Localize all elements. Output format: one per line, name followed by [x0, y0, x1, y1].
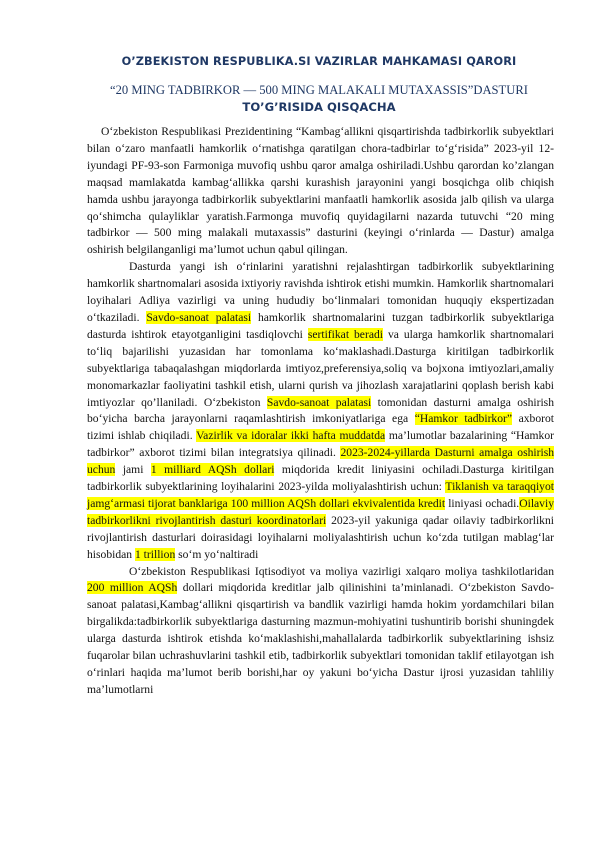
highlighted-text: 2023-2024-yillarda Dasturni amalga oshirish uchun: [87, 446, 554, 477]
highlighted-text: sertifikat beradi: [307, 327, 383, 341]
highlighted-text: 1 trillion: [134, 547, 176, 561]
highlighted-text: Savdo-sanoat palatasi: [266, 395, 372, 409]
paragraph-text: va ularga hamkorlik shartnomalari to‘liq bajarilishi yuzasidan har tomonlama ko‘maklashadi.Dasturga kiritilgan tadbirkorlik subyektlariga tabaqalashgan miqdorlarda imtiyoz,preferensiya,soliq va bojxona imtiyozlari,amaliy monomarkazlar faoliyatini tashkil etish, ularni qurish va jihozlash xarajatlarini qoplash berish kabi imtiyozlar qo’llaniladi. O‘zbekiston: [87, 327, 554, 409]
paragraph-text: jami: [115, 463, 151, 477]
document-subtitle: [84, 82, 554, 116]
subtitle-sans-part: TO’G’RISIDA QISQACHA: [242, 100, 396, 114]
paragraph-text: liniyasi ochadi.: [445, 496, 520, 510]
paragraph: [87, 259, 554, 563]
paragraph: [87, 564, 554, 699]
highlighted-text: “Hamkor tadbirkor”: [414, 412, 513, 426]
document-body: [87, 124, 554, 699]
paragraph-text: so‘m yo‘naltiradi: [175, 547, 259, 561]
highlighted-text: Savdo-sanoat palatasi: [146, 310, 252, 324]
paragraph-text: Dasturda yangi ish o‘rinlarini yaratishni rejalashtirgan tadbirkorlik subyektlarining hamkorlik shartnomalari asosida ixtiyoriy ravishda ishtirok etishi mumkin. Hamkorlik shartnomalari loyihalari Adliya vazirligi va uning hududiy bo‘linmalari tomonidan huquqiy ekspertizadan o‘tkaziladi.: [87, 260, 554, 324]
paragraph-text: dollari miqdorida kreditlar jalb qilinishini ta’minlanadi. O‘zbekiston Savdo-sanoat palatasi,Kambag‘allikni qisqartirish va bandlik vazirligi hamda hokim yordamchilari bilan birgalikda:tadbirkorlik subyektlariga dasturning mazmun-mohiyatini tushuntirib borishi shuningdek ularga dasturda ishtirok etishda ko‘maklashishi,mahallalarda tadbirkorlik subyektlarining ishsiz fuqarolar bilan uchrashuvlarini tashkil etib, tadbirkorlik subyektlari tomonidan taklif etilayotgan ish o‘rinlari haqida ma’lumot berib borishi,har oy yakuni bo‘yicha Dastur ijrosi yuzasidan tahliliy ma’lumotlarni: [87, 581, 554, 696]
highlighted-text: Tiklanish va taraqqiyot jamg‘armasi tijorat banklariga 100 million AQSh dollari ekvivalentida kredit: [87, 480, 554, 510]
paragraph-text: ma’lumotlar bazalarining “Hamkor tadbirkor” axborot tizimi bilan integratsiya qilinadi.: [87, 429, 555, 460]
highlighted-text: Vazirlik va idoralar ikki hafta muddatda: [196, 429, 386, 443]
highlighted-text: Oilaviy tadbirkorlikni rivojlantirish dasturi koordinatorlari: [87, 496, 554, 527]
paragraph-text: axborot tizimi ishlab chiqiladi.: [87, 412, 554, 443]
paragraph-text: hamkorlik shartnomalarini tuzgan tadbirkorlik subyektlariga dasturda ishtirok etayotganligini tasdiqlovchi: [87, 310, 554, 341]
paragraph-text: O‘zbekiston Respublikasi Prezidentining “Kambag‘allikni qisqartirishda tadbirkorlik subyektlari bilan o‘zaro manfaatli hamkorlik o‘rnatishga qaratilgan chora-tadbirlar to‘g‘risida” 2023-yil 12-iyundagi PF-93-son Farmoniga muvofiq ushbu qaror amalga oshiriladi.Ushbu qarordan ko’zlangan maqsad mamlakatda kambag‘allikka qarshi kurashish jarayonini yangi bosqichga olib chiqish hamda ushbu jarayonga tadbirkorlik subyektlarini manfaatli hamkorlik asosida jalb qilish va ularga qo‘shimcha qulayliklar yaratish.Farmonga muvofiq quyidagilarni nazarda tutuvchi “20 ming tadbirkor — 500 ming malakali mutaxassis” dasturini (keyingi o‘rinlarda — Dastur) amalga oshirish belgilanganligi ma’lumot uchun qabul qilingan.: [87, 125, 554, 257]
paragraph-text: miqdorida kredit liniyasini ochiladi.Dasturga kiritilgan tadbirkorlik subyektlarining loyihalarini 2023-yilda moliyalashtirish uchun:: [87, 463, 555, 494]
highlighted-text: 1 milliard AQSh dollari: [150, 463, 275, 477]
paragraph: [87, 124, 554, 259]
paragraph-text: tomonidan dasturni amalga oshirish bo‘yicha barcha jarayonlarni raqamlashtirish imkoniyatlariga ega: [87, 395, 554, 426]
document-title: O’ZBEKISTON RESPUBLIKA.SI VAZIRLAR MAHKAMASI QARORI: [121, 55, 517, 68]
paragraph-text: O‘zbekiston Respublikasi Iqtisodiyot va moliya vazirligi xalqaro moliya tashkilotlaridan: [129, 564, 554, 578]
subtitle-serif-part: “20 MING TADBIRKOR — 500 MING MALAKALI MUTAXASSIS”DASTURI: [110, 83, 528, 97]
highlighted-text: 200 million AQSh: [87, 581, 178, 595]
paragraph-text: 2023-yil yakuniga qadar oilaviy tadbirkorlikni rivojlantirish dasturlari doirasidagi loyihalarni moliyalashtirish uchun ko‘zda tutilgan mablag‘lar hisobidan: [87, 513, 554, 561]
